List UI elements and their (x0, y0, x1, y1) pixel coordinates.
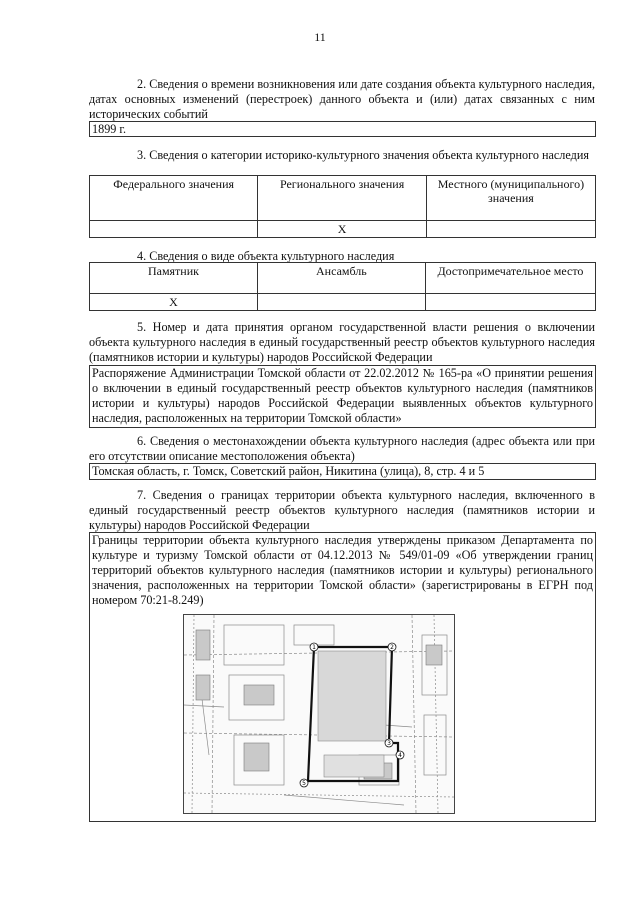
type-mark-ensemble (257, 294, 425, 311)
type-header-row (90, 263, 596, 294)
section-3-heading-text: 3. Сведения о категории историко-культурного значения объекта культурного наследия (137, 148, 589, 162)
category-mark-regional: X (258, 221, 426, 238)
section-6-value: Томская область, г. Томск, Советский район, Никитина (улица), 8, стр. 4 и 5 (89, 463, 596, 480)
boundary-map-drawing (184, 615, 454, 813)
type-mark-row (90, 294, 596, 311)
category-col-local: Местного (муниципального) значения (426, 176, 595, 221)
category-table (89, 175, 596, 238)
section-5-value: Распоряжение Администрации Томской области от 22.02.2012 № 165-ра «О принятии решения о включении в единый государственный реестр объектов культурного наследия (памятников истории и культуры) народов Российской Федерации выявленных объектов культурного наследия, расположенных на территории Томской области» (89, 365, 596, 428)
section-2-value: 1899 г. (89, 121, 596, 137)
page-number: 11 (314, 30, 326, 44)
category-mark-row (90, 221, 596, 238)
boundary-point-3: 3 (387, 740, 391, 747)
type-col-ensemble: Ансамбль (257, 263, 425, 294)
category-header-row (90, 176, 596, 221)
object-building (318, 651, 386, 741)
boundary-point-1: 1 (312, 644, 316, 651)
section-6-heading (89, 434, 595, 464)
boundary-point-2: 2 (390, 644, 394, 651)
category-col-federal: Федерального значения (90, 176, 258, 221)
type-mark-landmark (425, 294, 595, 311)
boundary-point-5: 5 (302, 780, 306, 787)
section-7-heading (89, 488, 595, 533)
section-4-heading-text: 4. Сведения о виде объекта культурного наследия (137, 249, 395, 263)
section-5-heading-text: 5. Номер и дата принятия органом государственной власти решения о включении объекта культурного наследия в единый государственный реестр объектов культурного наследия (памятников истории и культуры) народов Российской Федерации (89, 320, 595, 364)
section-3-heading (89, 148, 595, 163)
section-6-heading-text: 6. Сведения о местонахождении объекта культурного наследия (адрес объекта или при его отсутствии описание местоположения объекта) (89, 434, 595, 463)
type-col-landmark: Достопримечательное место (425, 263, 595, 294)
category-mark-federal (90, 221, 258, 238)
object-building-2 (324, 755, 384, 777)
boundary-point-4: 4 (398, 752, 402, 759)
type-col-monument: Памятник (90, 263, 258, 294)
type-mark-monument: X (90, 294, 258, 311)
category-col-regional: Регионального значения (258, 176, 426, 221)
section-5-heading (89, 320, 595, 365)
boundary-map (183, 614, 455, 814)
section-7-heading-text: 7. Сведения о границах территории объекта культурного наследия, включенного в единый государственный реестр объектов культурного наследия (памятников истории и культуры) народов Российской Федерации (89, 488, 595, 532)
section-2-heading (89, 77, 595, 122)
type-table (89, 262, 596, 311)
category-mark-local (426, 221, 595, 238)
section-2-heading-text: 2. Сведения о времени возникновения или дате создания объекта культурного наследия, датах основных изменений (перестроек) данного объекта и (или) датах связанных с ним исторических событий (89, 77, 595, 121)
section-7-value: Границы территории объекта культурного наследия утверждены приказом Департамента по культуре и туризму Томской области от 04.12.2013 № 549/01-09 «Об утверждении границ территорий объектов культурного наследия (памятников истории и культуры) регионального значения, расположенных на территории Томской области» (зарегистрированы в ЕГРН под номером 70:21-8.249) (92, 533, 593, 607)
